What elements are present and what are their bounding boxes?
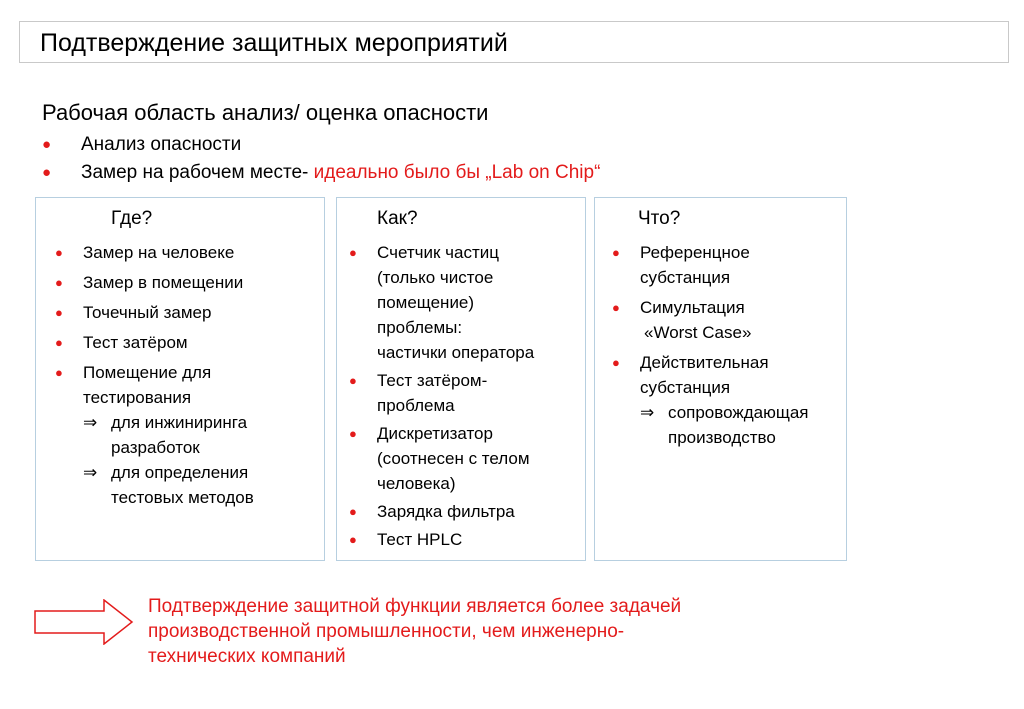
bullet-icon: ● <box>612 300 620 315</box>
item-text: Симультация <box>640 298 745 317</box>
list-item <box>42 131 600 159</box>
list-item <box>610 240 809 290</box>
bullet-icon: ● <box>55 275 63 290</box>
bullet-icon: ● <box>349 426 357 441</box>
item-text: субстанция <box>640 268 731 287</box>
list-item <box>347 421 534 496</box>
list-item-text: Анализ опасности <box>81 134 242 155</box>
conclusion-line: Подтверждение защитной функции является более задачей <box>148 596 682 617</box>
column-where <box>35 197 325 561</box>
list-item <box>53 360 254 510</box>
list-item <box>347 240 534 365</box>
bullet-icon: ● <box>42 164 52 181</box>
sub-item-text: разработок <box>111 438 200 457</box>
item-text: Тест затёром <box>83 333 188 352</box>
list-item-text: Замер на рабочем месте- <box>81 162 314 183</box>
item-text: Зарядка фильтра <box>377 502 515 521</box>
list-item <box>347 527 534 552</box>
item-text: (соотнесен с телом <box>377 449 530 468</box>
sub-item-text: тестовых методов <box>111 488 254 507</box>
item-text: Замер на человеке <box>83 243 235 262</box>
item-text: Референцное <box>640 243 750 262</box>
item-text: тестирования <box>83 388 192 407</box>
item-text: Замер в помещении <box>83 273 244 292</box>
implies-arrow-icon: ⇒ <box>83 463 98 482</box>
list-item <box>53 240 254 265</box>
right-arrow-icon <box>34 599 134 645</box>
bullet-icon: ● <box>612 355 620 370</box>
bullet-icon: ● <box>55 245 63 260</box>
list-item <box>53 330 254 355</box>
bullet-icon: ● <box>349 504 357 519</box>
item-text: Дискретизатор <box>377 424 493 443</box>
bullet-icon: ● <box>55 365 63 380</box>
item-text: человека) <box>377 474 456 493</box>
conclusion-line: технических компаний <box>148 646 346 667</box>
list-item <box>610 350 809 450</box>
item-text: Тест HPLC <box>377 530 463 549</box>
highlight-text: идеально было бы „Lab on Chip“ <box>313 162 601 183</box>
conclusion-line: производственной промышленности, чем инженерно- <box>148 621 625 642</box>
item-text: Действительная <box>640 353 769 372</box>
sub-item-text: сопровождающая <box>668 403 809 422</box>
bullet-icon: ● <box>349 245 357 260</box>
item-text: помещение) <box>377 293 475 312</box>
item-text: (только чистое <box>377 268 494 287</box>
list-item <box>347 368 534 418</box>
item-text: проблемы: <box>377 318 463 337</box>
section-subtitle: Рабочая область анализ/ оценка опасности <box>42 100 489 125</box>
item-text: Точечный замер <box>83 303 212 322</box>
implies-arrow-icon: ⇒ <box>83 413 98 432</box>
column-heading: Как? <box>377 208 418 229</box>
bullet-icon: ● <box>55 335 63 350</box>
sub-item-text: для определения <box>111 463 249 482</box>
bullet-icon: ● <box>55 305 63 320</box>
implies-arrow-icon: ⇒ <box>640 403 655 422</box>
page-title: Подтверждение защитных мероприятий <box>40 29 508 57</box>
bullet-icon: ● <box>349 532 357 547</box>
item-text: частички оператора <box>377 343 535 362</box>
bullet-icon: ● <box>42 136 52 153</box>
item-text: Помещение для <box>83 363 212 382</box>
column-how <box>336 197 586 561</box>
column-what <box>594 197 847 561</box>
bullet-icon: ● <box>612 245 620 260</box>
list-item <box>53 270 254 295</box>
column-list <box>347 240 534 555</box>
list-item <box>610 295 809 345</box>
column-heading: Что? <box>638 208 681 229</box>
column-list <box>53 240 254 515</box>
sub-item <box>640 400 809 425</box>
item-text: Счетчик частиц <box>377 243 499 262</box>
item-text: проблема <box>377 396 455 415</box>
bullet-icon: ● <box>349 373 357 388</box>
conclusion-text <box>148 594 868 669</box>
title-box <box>19 21 1009 63</box>
list-item <box>347 499 534 524</box>
sub-item <box>83 460 254 485</box>
list-item <box>53 300 254 325</box>
sub-item-text: производство <box>668 428 776 447</box>
item-text: Тест затёром- <box>377 371 488 390</box>
column-heading: Где? <box>111 208 153 229</box>
column-list <box>610 240 809 455</box>
sub-item-text: для инжиниринга <box>111 413 248 432</box>
item-text: «Worst Case» <box>644 323 752 342</box>
item-text: субстанция <box>640 378 731 397</box>
list-item <box>42 159 600 187</box>
sub-item <box>83 410 254 435</box>
main-bullet-list <box>42 131 600 187</box>
